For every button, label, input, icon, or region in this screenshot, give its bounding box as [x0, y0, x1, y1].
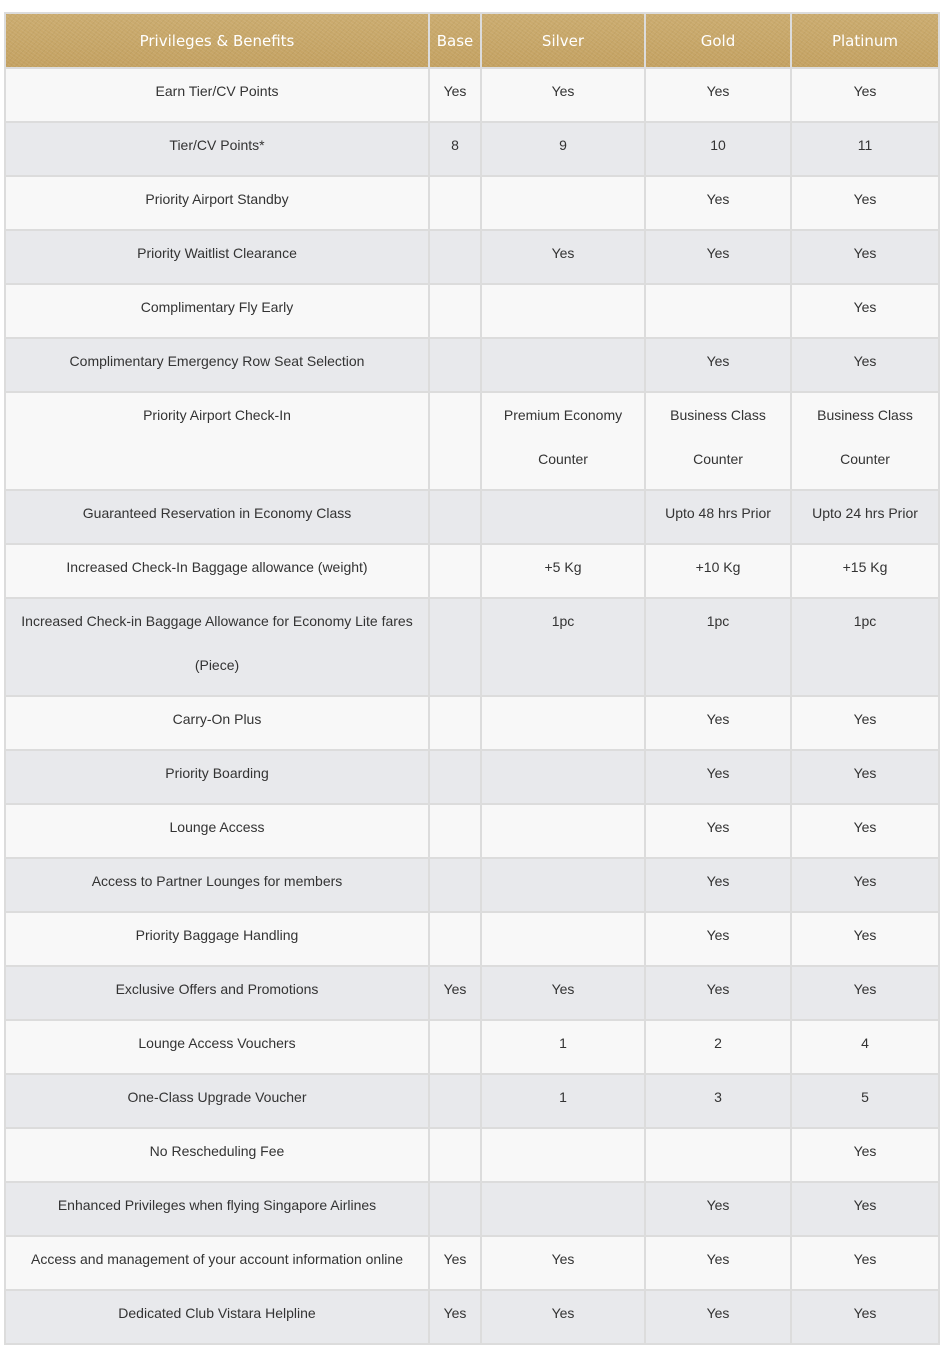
- base-value: [429, 544, 481, 598]
- benefit-name: Priority Waitlist Clearance: [5, 230, 429, 284]
- platinum-value: Yes: [791, 176, 939, 230]
- base-value: [429, 858, 481, 912]
- silver-value: [481, 750, 645, 804]
- silver-value: Yes: [481, 1290, 645, 1344]
- benefit-name: Exclusive Offers and Promotions: [5, 966, 429, 1020]
- table-row: [5, 338, 939, 392]
- base-value: [429, 696, 481, 750]
- benefit-name: Priority Airport Check-In: [5, 392, 429, 490]
- gold-value: Yes: [645, 1182, 791, 1236]
- base-value: Yes: [429, 966, 481, 1020]
- gold-value: Yes: [645, 750, 791, 804]
- gold-value: Yes: [645, 1236, 791, 1290]
- silver-value: 1pc: [481, 598, 645, 696]
- silver-value: Yes: [481, 230, 645, 284]
- table-row: [5, 490, 939, 544]
- base-value: [429, 284, 481, 338]
- silver-value: [481, 1128, 645, 1182]
- base-value: [429, 1182, 481, 1236]
- table-body: [5, 68, 939, 1344]
- benefit-name: Access to Partner Lounges for members: [5, 858, 429, 912]
- table-row: [5, 176, 939, 230]
- silver-value: Premium Economy Counter: [481, 392, 645, 490]
- benefit-name: Enhanced Privileges when flying Singapore Airlines: [5, 1182, 429, 1236]
- gold-value: Yes: [645, 696, 791, 750]
- base-value: [429, 750, 481, 804]
- silver-value: [481, 804, 645, 858]
- base-value: Yes: [429, 68, 481, 122]
- table-row: [5, 1290, 939, 1344]
- table-row: [5, 284, 939, 338]
- table-row: [5, 912, 939, 966]
- platinum-value: Yes: [791, 1236, 939, 1290]
- header-platinum: Platinum: [791, 13, 939, 68]
- platinum-value: Yes: [791, 966, 939, 1020]
- silver-value: Yes: [481, 68, 645, 122]
- gold-value: 3: [645, 1074, 791, 1128]
- platinum-value: 4: [791, 1020, 939, 1074]
- base-value: [429, 338, 481, 392]
- benefit-name: Complimentary Fly Early: [5, 284, 429, 338]
- silver-value: [481, 338, 645, 392]
- benefit-name: Earn Tier/CV Points: [5, 68, 429, 122]
- header-row: [5, 13, 939, 68]
- gold-value: Upto 48 hrs Prior: [645, 490, 791, 544]
- platinum-value: Yes: [791, 230, 939, 284]
- silver-value: [481, 696, 645, 750]
- benefit-name: Priority Baggage Handling: [5, 912, 429, 966]
- benefit-name: One-Class Upgrade Voucher: [5, 1074, 429, 1128]
- base-value: [429, 1020, 481, 1074]
- benefit-name: Lounge Access Vouchers: [5, 1020, 429, 1074]
- gold-value: Yes: [645, 858, 791, 912]
- base-value: [429, 490, 481, 544]
- table-row: [5, 392, 939, 490]
- table-row: [5, 68, 939, 122]
- table-row: [5, 1236, 939, 1290]
- benefit-name: Increased Check-In Baggage allowance (weight): [5, 544, 429, 598]
- benefit-name: Guaranteed Reservation in Economy Class: [5, 490, 429, 544]
- platinum-value: Yes: [791, 912, 939, 966]
- table-row: [5, 1128, 939, 1182]
- silver-value: Yes: [481, 966, 645, 1020]
- platinum-value: 11: [791, 122, 939, 176]
- base-value: [429, 392, 481, 490]
- platinum-value: Yes: [791, 338, 939, 392]
- gold-value: Yes: [645, 912, 791, 966]
- gold-value: Yes: [645, 176, 791, 230]
- base-value: [429, 912, 481, 966]
- platinum-value: Yes: [791, 750, 939, 804]
- benefit-name: Access and management of your account information online: [5, 1236, 429, 1290]
- benefits-table: [4, 12, 940, 1345]
- gold-value: [645, 284, 791, 338]
- silver-value: [481, 284, 645, 338]
- benefits-table-container: [4, 12, 938, 1345]
- base-value: [429, 230, 481, 284]
- benefit-name: Dedicated Club Vistara Helpline: [5, 1290, 429, 1344]
- gold-value: +10 Kg: [645, 544, 791, 598]
- platinum-value: Yes: [791, 1182, 939, 1236]
- gold-value: [645, 1128, 791, 1182]
- platinum-value: Yes: [791, 68, 939, 122]
- platinum-value: Yes: [791, 858, 939, 912]
- benefit-name: Increased Check-in Baggage Allowance for Economy Lite fares (Piece): [5, 598, 429, 696]
- benefit-name: Lounge Access: [5, 804, 429, 858]
- gold-value: Yes: [645, 804, 791, 858]
- gold-value: Yes: [645, 68, 791, 122]
- benefit-name: Tier/CV Points*: [5, 122, 429, 176]
- base-value: [429, 1074, 481, 1128]
- silver-value: [481, 912, 645, 966]
- platinum-value: Yes: [791, 804, 939, 858]
- platinum-value: 5: [791, 1074, 939, 1128]
- base-value: [429, 804, 481, 858]
- gold-value: Yes: [645, 338, 791, 392]
- gold-value: Business Class Counter: [645, 392, 791, 490]
- benefit-name: Priority Airport Standby: [5, 176, 429, 230]
- table-row: [5, 1182, 939, 1236]
- platinum-value: Yes: [791, 696, 939, 750]
- benefit-name: No Rescheduling Fee: [5, 1128, 429, 1182]
- table-row: [5, 858, 939, 912]
- table-row: [5, 598, 939, 696]
- gold-value: Yes: [645, 1290, 791, 1344]
- benefit-name: Priority Boarding: [5, 750, 429, 804]
- gold-value: 2: [645, 1020, 791, 1074]
- base-value: [429, 598, 481, 696]
- base-value: [429, 1128, 481, 1182]
- silver-value: +5 Kg: [481, 544, 645, 598]
- table-row: [5, 696, 939, 750]
- header-base: Base: [429, 13, 481, 68]
- silver-value: [481, 858, 645, 912]
- gold-value: Yes: [645, 230, 791, 284]
- silver-value: 1: [481, 1020, 645, 1074]
- base-value: 8: [429, 122, 481, 176]
- header-silver: Silver: [481, 13, 645, 68]
- platinum-value: +15 Kg: [791, 544, 939, 598]
- table-row: [5, 1074, 939, 1128]
- platinum-value: 1pc: [791, 598, 939, 696]
- gold-value: 10: [645, 122, 791, 176]
- silver-value: 9: [481, 122, 645, 176]
- gold-value: Yes: [645, 966, 791, 1020]
- base-value: Yes: [429, 1236, 481, 1290]
- table-row: [5, 966, 939, 1020]
- benefit-name: Complimentary Emergency Row Seat Selection: [5, 338, 429, 392]
- header-privileges: Privileges & Benefits: [5, 13, 429, 68]
- header-gold: Gold: [645, 13, 791, 68]
- silver-value: [481, 490, 645, 544]
- platinum-value: Business Class Counter: [791, 392, 939, 490]
- platinum-value: Yes: [791, 1128, 939, 1182]
- base-value: Yes: [429, 1290, 481, 1344]
- platinum-value: Yes: [791, 1290, 939, 1344]
- table-row: [5, 122, 939, 176]
- table-row: [5, 544, 939, 598]
- silver-value: Yes: [481, 1236, 645, 1290]
- platinum-value: Upto 24 hrs Prior: [791, 490, 939, 544]
- base-value: [429, 176, 481, 230]
- table-row: [5, 1020, 939, 1074]
- silver-value: 1: [481, 1074, 645, 1128]
- silver-value: [481, 1182, 645, 1236]
- platinum-value: Yes: [791, 284, 939, 338]
- table-row: [5, 804, 939, 858]
- table-row: [5, 230, 939, 284]
- benefit-name: Carry-On Plus: [5, 696, 429, 750]
- silver-value: [481, 176, 645, 230]
- gold-value: 1pc: [645, 598, 791, 696]
- table-row: [5, 750, 939, 804]
- table-header: [5, 13, 939, 68]
